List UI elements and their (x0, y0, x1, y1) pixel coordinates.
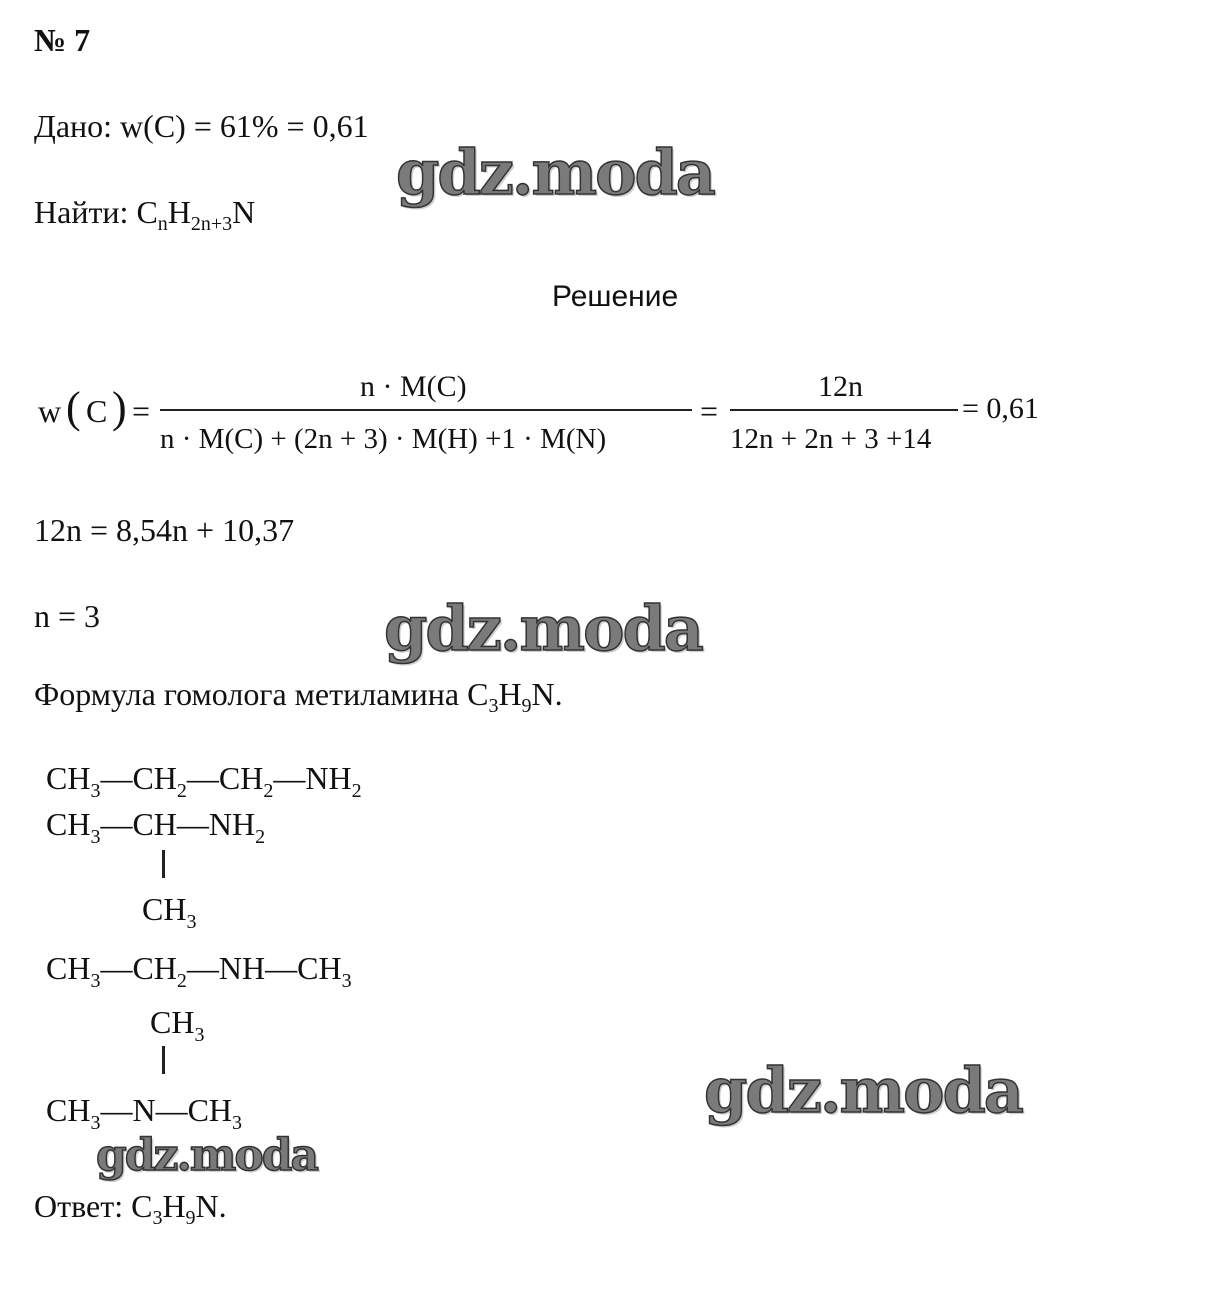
lhs-w: w (38, 393, 62, 429)
formula-text: CH (142, 891, 187, 927)
formula-text: —CH (100, 950, 177, 986)
formula-text: C (136, 194, 158, 230)
answer-formula (131, 1188, 227, 1229)
watermark-logo: gdz.moda (396, 136, 714, 209)
formula-subscript: 2 (263, 780, 274, 802)
equation-result: = 0,61 (962, 392, 1039, 425)
fraction1-numerator: n · M(C) (360, 370, 467, 403)
formula-text: CH (46, 1092, 91, 1128)
formula-text: CH (46, 806, 91, 842)
problem-number: № 7 (34, 22, 91, 58)
conclusion-line (34, 678, 563, 716)
formula-text: —NH (273, 760, 352, 796)
formula-subscript: 3 (90, 826, 101, 848)
formula-subscript: 2 (176, 780, 187, 802)
find-line (34, 196, 255, 234)
formula-subscript: 3 (152, 1207, 163, 1229)
watermark-logo: gdz.moda (384, 592, 702, 665)
formula-text: H (162, 1188, 186, 1224)
step-n-value: n = 3 (34, 598, 101, 634)
formula-text: C (131, 1188, 153, 1224)
formula-text: C (467, 676, 489, 712)
formula-subscript: 2 (176, 970, 187, 992)
lhs-close-paren: ) (112, 383, 127, 432)
step-equation: 12n = 8,54n + 10,37 (34, 512, 295, 548)
structure-propylamine (46, 762, 362, 801)
fraction1-denominator: n · M(C) + (2n + 3) · M(H) +1 · M(N) (160, 423, 607, 455)
formula-text: H (167, 194, 191, 230)
formula-subscript: 2 (351, 780, 362, 802)
formula-text: —NH—CH (186, 950, 342, 986)
formula-text: N. (195, 1188, 227, 1224)
formula-text: CH (46, 760, 91, 796)
fraction2-numerator: 12n (818, 370, 863, 403)
formula-text: —CH—NH (100, 806, 256, 842)
structure-trimethylamine (46, 1094, 242, 1133)
formula-subscript: 3 (90, 780, 101, 802)
isopropylamine-bond (162, 850, 165, 878)
trimethylamine-top (150, 1006, 204, 1045)
structure-ethylmethylamine (46, 952, 352, 991)
formula-subscript: 9 (521, 695, 532, 717)
formula-text: —CH (186, 760, 264, 796)
conclusion-formula (467, 676, 563, 717)
fraction2-bar (730, 409, 958, 411)
formula-subscript: 2n+3 (190, 213, 233, 235)
given-line (34, 110, 369, 142)
watermark-logo: gdz.moda (704, 1054, 1022, 1127)
conclusion-text: Формула гомолога метиламина (34, 676, 468, 712)
fraction1-bar (160, 409, 692, 411)
formula-subscript: 3 (232, 1112, 243, 1134)
find-label: Найти: (34, 194, 137, 230)
formula-text: —CH (100, 760, 177, 796)
answer-line (34, 1190, 227, 1228)
lhs-c: C (86, 393, 108, 429)
given-label: Дано: (34, 108, 121, 144)
formula-subscript: 2 (255, 826, 266, 848)
formula-text: N (232, 194, 256, 230)
formula-text: H (498, 676, 522, 712)
trimethylamine-bond (162, 1046, 165, 1074)
given-text: w(C) = 61% = 0,61 (120, 108, 369, 144)
isopropylamine-branch (142, 893, 196, 932)
formula-subscript: 9 (185, 1207, 196, 1229)
solution-title: Решение (552, 280, 679, 313)
formula-text: CH (150, 1004, 195, 1040)
find-formula (136, 194, 256, 235)
formula-subscript: 3 (90, 970, 101, 992)
formula-subscript: 3 (186, 911, 197, 933)
formula-subscript: 3 (488, 695, 499, 717)
formula-text: N. (531, 676, 563, 712)
structure-isopropylamine (46, 808, 265, 847)
formula-text: —N—CH (100, 1092, 233, 1128)
equals-2: = (700, 393, 719, 429)
formula-subscript: 3 (341, 970, 352, 992)
formula-subscript: 3 (90, 1112, 101, 1134)
formula-subscript: 3 (194, 1024, 205, 1046)
lhs-open-paren: ( (66, 383, 81, 432)
formula-text: CH (46, 950, 91, 986)
fraction2-denominator: 12n + 2n + 3 +14 (730, 423, 932, 455)
equals-1: = (132, 393, 151, 429)
formula-subscript: n (157, 213, 168, 235)
watermark-logo: gdz.moda (96, 1130, 318, 1181)
answer-label: Ответ: (34, 1188, 132, 1224)
